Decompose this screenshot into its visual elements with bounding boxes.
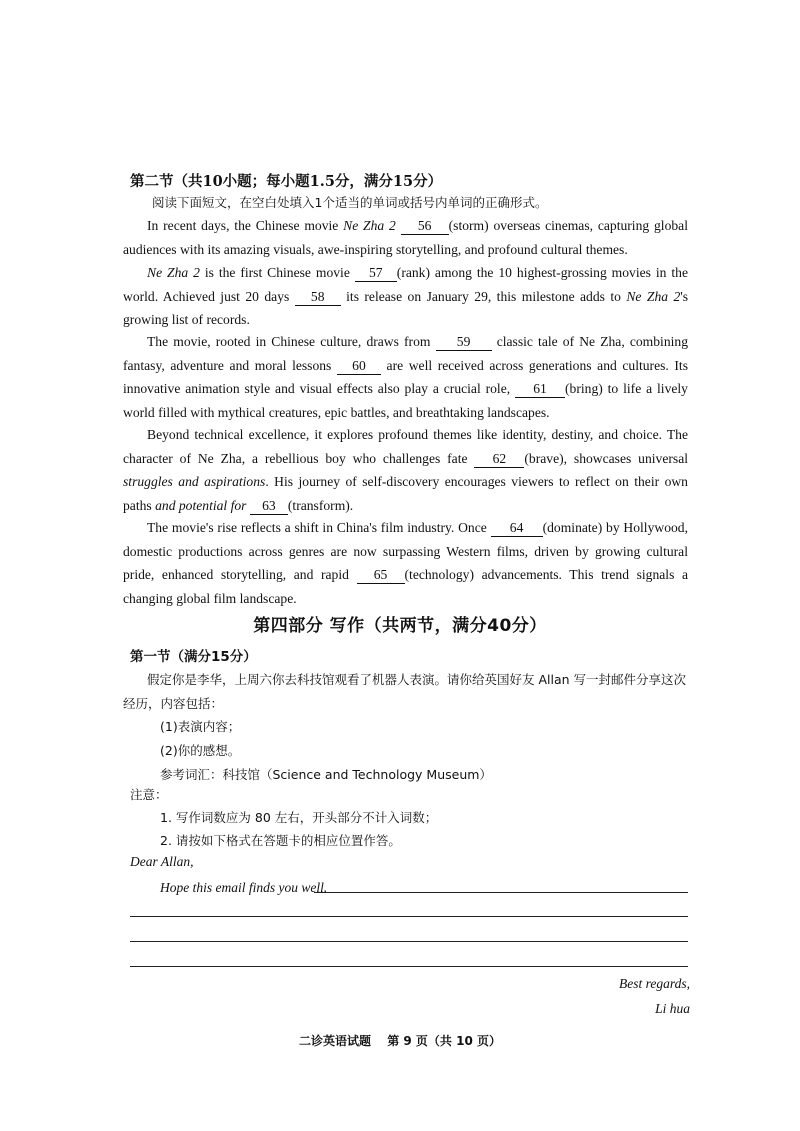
blank-65[interactable]: 65 bbox=[357, 566, 405, 584]
blank-58[interactable]: 58 bbox=[295, 288, 341, 306]
passage-paragraph-2: Ne Zha 2 is the first Chinese movie 57 (rank) among the 10 highest-grossing movies in the world. Achieved just 20 days 58 its release on January 29, this milestone adds to Ne Zha 2's growing list of records. bbox=[123, 265, 689, 327]
note-2: 2. 请按如下格式在答题卡的相应位置作答。 bbox=[160, 833, 401, 848]
exam-name: 二诊英语试题 bbox=[299, 1034, 372, 1048]
passage-paragraph-3: The movie, rooted in Chinese culture, draws from 59 classic tale of Ne Zha, combining fantasy, adventure and moral lessons 60 are well received across generations and cultures. Its innovative animation style and visual effects also play a crucial role, 61 (bring) to life a lively world filled with mythical creatures, epic battles, and breathtaking landscapes. bbox=[123, 334, 688, 420]
blank-59[interactable]: 59 bbox=[436, 333, 492, 351]
section-instruction: 阅读下面短文，在空白处填入1个适当的单词或括号内单词的正确形式。 bbox=[152, 195, 548, 210]
movie-title: Ne Zha 2 bbox=[147, 265, 200, 280]
prompt-item-2: (2)你的感想。 bbox=[160, 743, 241, 758]
letter-closing: Best regards, bbox=[619, 976, 690, 991]
writing-line[interactable] bbox=[130, 916, 688, 917]
writing-line[interactable] bbox=[130, 966, 688, 967]
passage-paragraph-4: Beyond technical excellence, it explores profound themes like identity, destiny, and choice. The character of Ne Zha, a rebellious boy who challenges fate 62 (brave), showcases universal struggles and aspirations. His journey of self-discovery encourages viewers to reflect on their own paths and potential for 63 (transform). bbox=[123, 427, 688, 513]
note-label: 注意： bbox=[130, 787, 168, 802]
letter-salutation: Dear Allan, bbox=[130, 854, 194, 869]
reference-vocab: 参考词汇：科技馆（Science and Technology Museum） bbox=[160, 767, 492, 782]
blank-56[interactable]: 56 bbox=[401, 217, 449, 235]
part4-heading: 第四部分 写作（共两节，满分40分） bbox=[253, 616, 547, 636]
blank-62[interactable]: 62 bbox=[474, 450, 524, 468]
part4-sub-heading: 第一节（满分15分） bbox=[130, 649, 257, 665]
blank-57[interactable]: 57 bbox=[355, 264, 397, 282]
passage-paragraph-1: In recent days, the Chinese movie Ne Zha 2 56 (storm) overseas cinemas, capturing global audiences with its amazing visuals, awe-inspiring storytelling, and profound cultural themes. bbox=[123, 218, 688, 257]
writing-line[interactable] bbox=[314, 892, 688, 893]
blank-63[interactable]: 63 bbox=[250, 497, 288, 515]
page-number: 第 9 页（共 10 页） bbox=[387, 1034, 501, 1048]
writing-line[interactable] bbox=[130, 941, 688, 942]
note-1: 1. 写作词数应为 80 左右，开头部分不计入词数； bbox=[160, 810, 438, 825]
letter-opening: Hope this email finds you well. bbox=[160, 880, 328, 895]
blank-61[interactable]: 61 bbox=[515, 380, 565, 398]
writing-prompt: 假定你是李华，上周六你去科技馆观看了机器人表演。请你给英国好友 Allan 写一封邮件分享这次经历，内容包括： bbox=[123, 672, 687, 711]
movie-title: Ne Zha 2 bbox=[626, 288, 681, 304]
page-footer bbox=[0, 1032, 800, 1049]
passage-paragraph-5: The movie's rise reflects a shift in China's film industry. Once 64 (dominate) by Hollywood, domestic productions across genres are now surpassing Western films, driven by growing cultural pride, enhanced storytelling, and rapid 65 (technology) advancements. This trend signals a changing global film landscape. bbox=[123, 520, 688, 606]
blank-64[interactable]: 64 bbox=[491, 519, 543, 537]
letter-signature: Li hua bbox=[655, 1001, 690, 1016]
prompt-item-1: (1)表演内容； bbox=[160, 719, 241, 734]
blank-60[interactable]: 60 bbox=[337, 357, 381, 375]
movie-title: Ne Zha 2 bbox=[343, 218, 396, 233]
section-heading: 第二节（共10小题；每小题1.5分，满分15分） bbox=[130, 173, 443, 190]
